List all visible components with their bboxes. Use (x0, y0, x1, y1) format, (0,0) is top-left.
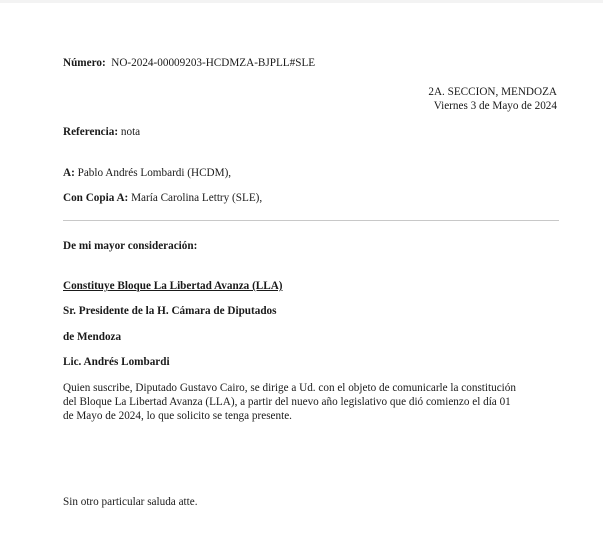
addressee-line-2 (63, 331, 121, 344)
divider (63, 220, 559, 221)
paragraph-line: de Mayo de 2024, lo que solicito se tenga presente. (63, 410, 292, 422)
recipient-cc (63, 192, 262, 205)
document-date: Viernes 3 de Mayo de 2024 (433, 100, 557, 112)
referencia (63, 126, 140, 139)
paragraph-line: Quien suscribe, Diputado Gustavo Cairo, se dirige a Ud. con el objeto de comunicarle la constitución (63, 382, 516, 394)
referencia-value: nota (120, 126, 141, 138)
subject-text: Constituye Bloque La Libertad Avanza (LLA) (63, 280, 283, 292)
greeting (63, 240, 197, 253)
recipient-to (63, 167, 231, 180)
location: 2A. SECCION, MENDOZA (428, 86, 557, 98)
document-number (63, 57, 315, 70)
referencia-label: Referencia: (63, 126, 119, 138)
paragraph-line: del Bloque La Libertad Avanza (LLA), a partir del nuevo año legislativo que dió comienzo el día 01 (63, 396, 511, 408)
subject (63, 280, 283, 293)
addressee-line-1-text: Sr. Presidente de la H. Cámara de Diputados (63, 305, 277, 317)
addressee-line-1 (63, 305, 277, 318)
body-paragraph (63, 381, 563, 423)
numero-label: Número: (63, 57, 106, 69)
addressee-line-2-text: de Mendoza (63, 331, 122, 343)
to-value: Pablo Andrés Lombardi (HCDM), (77, 167, 232, 179)
numero-value: NO-2024-00009203-HCDMZA-BJPLL#SLE (111, 57, 316, 69)
to-label: A: (63, 167, 75, 179)
closing: Sin otro particular saluda atte. (63, 496, 198, 508)
addressee-line-3-text: Lic. Andrés Lombardi (63, 356, 170, 368)
addressee-line-3 (63, 356, 170, 369)
greeting-text: De mi mayor consideración: (63, 240, 198, 252)
cc-value: María Carolina Lettry (SLE), (131, 192, 263, 204)
cc-label: Con Copia A: (63, 192, 129, 204)
